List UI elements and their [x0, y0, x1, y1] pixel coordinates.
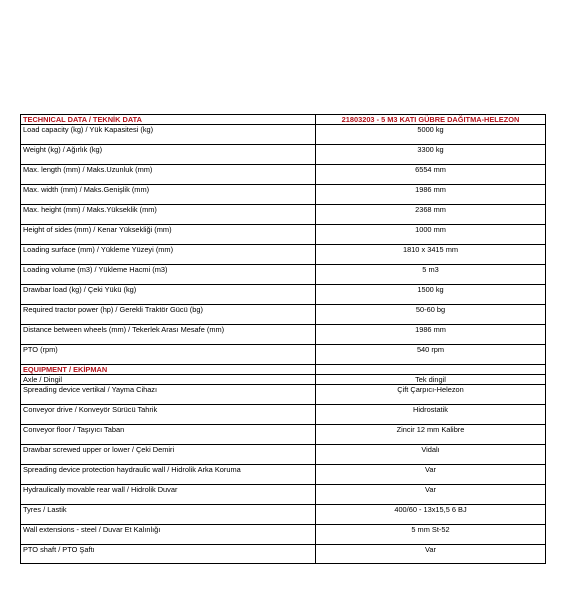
table-row [21, 285, 546, 305]
spec-label: Spreading device vertikal / Yayma Cihazı [21, 385, 316, 405]
table-row [21, 165, 546, 185]
spec-value: 5 m3 [316, 265, 546, 285]
spec-label: Drawbar screwed upper or lower / Çeki Demiri [21, 445, 316, 465]
spec-value: 1810 x 3415 mm [316, 245, 546, 265]
spec-label: PTO shaft / PTO Şaftı [21, 545, 316, 564]
technical-data-title: TECHNICAL DATA / TEKNİK DATA [21, 115, 316, 125]
spec-label: Distance between wheels (mm) / Tekerlek Arası Mesafe (mm) [21, 325, 316, 345]
spec-label: Max. length (mm) / Maks.Uzunluk (mm) [21, 165, 316, 185]
spec-value: 50-60 bg [316, 305, 546, 325]
equipment-header-row [21, 365, 546, 375]
spec-value: 2368 mm [316, 205, 546, 225]
table-row [21, 345, 546, 365]
spec-label: Hydraulically movable rear wall / Hidrolik Duvar [21, 485, 316, 505]
table-row [21, 445, 546, 465]
spec-label: Wall extensions - steel / Duvar Et Kalınlığı [21, 525, 316, 545]
spec-label: Loading volume (m3) / Yükleme Hacmi (m3) [21, 265, 316, 285]
spec-label: Load capacity (kg) / Yük Kapasitesi (kg) [21, 125, 316, 145]
spec-value: 6554 mm [316, 165, 546, 185]
table-row [21, 225, 546, 245]
spec-label: Spreading device protection haydraulic wall / Hidrolik Arka Koruma [21, 465, 316, 485]
table-header-row [21, 115, 546, 125]
spec-value: 1986 mm [316, 325, 546, 345]
table-row [21, 375, 546, 385]
table-row [21, 145, 546, 165]
table-row [21, 245, 546, 265]
equipment-title: EQUIPMENT / EKİPMAN [21, 365, 316, 375]
table-row [21, 525, 546, 545]
spec-label: Weight (kg) / Ağırlık (kg) [21, 145, 316, 165]
table-row [21, 265, 546, 285]
table-row [21, 385, 546, 405]
spec-value: 1500 kg [316, 285, 546, 305]
spec-value: Var [316, 485, 546, 505]
spec-value: 1986 mm [316, 185, 546, 205]
spec-label: Loading surface (mm) / Yükleme Yüzeyi (mm) [21, 245, 316, 265]
table-row [21, 305, 546, 325]
spec-value: Zincir 12 mm Kalibre [316, 425, 546, 445]
equipment-header-blank [316, 365, 546, 375]
table-row [21, 505, 546, 525]
spec-value: 540 rpm [316, 345, 546, 365]
spec-label: Required tractor power (hp) / Gerekli Traktör Gücü (bg) [21, 305, 316, 325]
table-row [21, 465, 546, 485]
table-row [21, 425, 546, 445]
spec-value: Vidalı [316, 445, 546, 465]
spec-label: Drawbar load (kg) / Çeki Yükü (kg) [21, 285, 316, 305]
table-row [21, 545, 546, 564]
model-title: 21803203 - 5 M3 KATI GÜBRE DAĞITMA-HELEZON [316, 115, 546, 125]
spec-value: Çift Çarpıcı-Helezon [316, 385, 546, 405]
spec-sheet [20, 114, 545, 564]
spec-value: Hidrostatik [316, 405, 546, 425]
table-row [21, 485, 546, 505]
spec-label: Tyres / Lastik [21, 505, 316, 525]
spec-label: PTO (rpm) [21, 345, 316, 365]
spec-label: Axle / Dingil [21, 375, 316, 385]
table-row [21, 325, 546, 345]
spec-label: Max. height (mm) / Maks.Yükseklik (mm) [21, 205, 316, 225]
spec-label: Conveyor drive / Konveyör Sürücü Tahrik [21, 405, 316, 425]
spec-label: Height of sides (mm) / Kenar Yüksekliği (mm) [21, 225, 316, 245]
spec-value: 5 mm St-52 [316, 525, 546, 545]
spec-value: Tek dingil [316, 375, 546, 385]
spec-value: 400/60 - 13x15,5 6 BJ [316, 505, 546, 525]
spec-value: 3300 kg [316, 145, 546, 165]
spec-value: Var [316, 545, 546, 564]
table-row [21, 405, 546, 425]
spec-value: 5000 kg [316, 125, 546, 145]
spec-value: Var [316, 465, 546, 485]
table-row [21, 125, 546, 145]
table-row [21, 205, 546, 225]
spec-value: 1000 mm [316, 225, 546, 245]
spec-label: Max. width (mm) / Maks.Genişlik (mm) [21, 185, 316, 205]
technical-data-table [20, 114, 546, 564]
spec-label: Conveyor floor / Taşıyıcı Taban [21, 425, 316, 445]
table-row [21, 185, 546, 205]
